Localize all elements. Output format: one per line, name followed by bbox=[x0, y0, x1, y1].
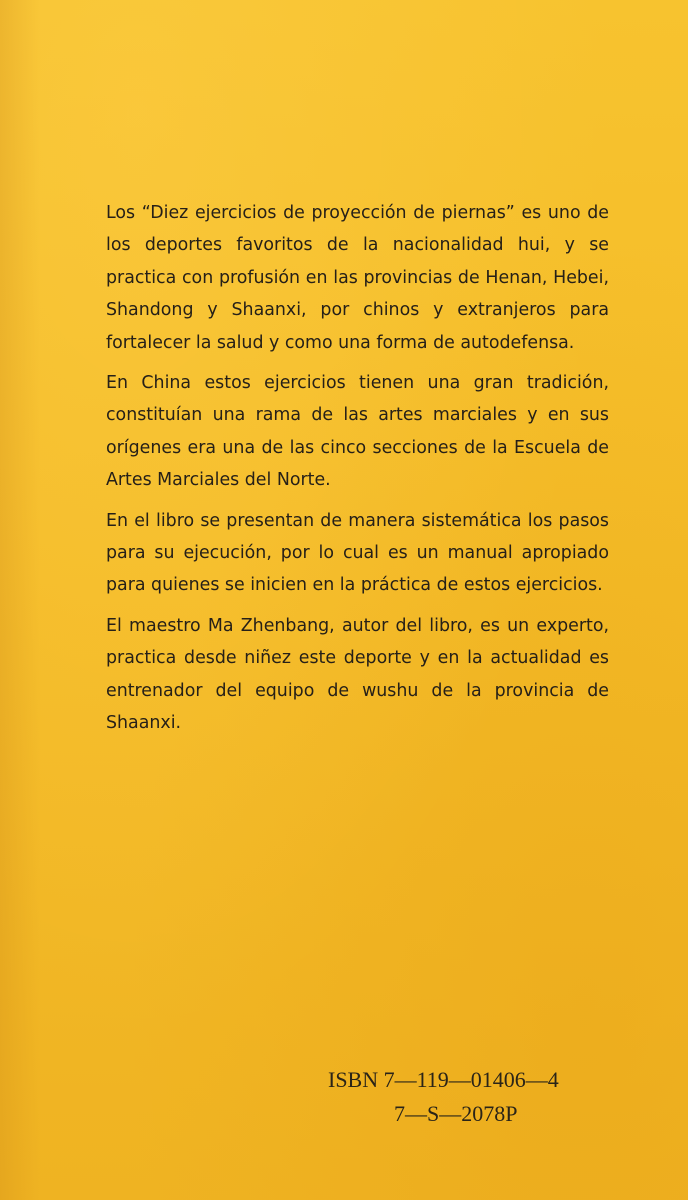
spine-shadow bbox=[0, 0, 40, 1200]
catalog-number: 7—S—2078P bbox=[394, 1101, 518, 1126]
blurb-paragraph-4: El maestro Ma Zhenbang, autor del libro, es un experto, practica desde niñez este deporte y en la actualidad es entrenador del equipo de wushu de la provincia de Shaanxi. bbox=[106, 615, 609, 734]
blurb-text bbox=[106, 197, 609, 748]
isbn-number: ISBN 7—119—01406—4 bbox=[328, 1067, 559, 1092]
blurb-paragraph-1: Los “Diez ejercicios de proyección de piernas” es uno de los deportes favoritos de la nacionalidad hui, y se practica con profusión en las provincias de Henan, Hebei, Shandong y Shaanxi, por chinos y extranjeros para fortalecer la salud y como una forma de autodefensa. bbox=[106, 203, 609, 353]
blurb-paragraph-2: En China estos ejercicios tienen una gran tradición, constituían una rama de las artes marciales y en sus orígenes era una de las cinco secciones de la Escuela de Artes Marciales del Norte. bbox=[106, 373, 609, 491]
blurb-paragraph-3: En el libro se presentan de manera sistemática los pasos para su ejecución, por lo cual es un manual apropiado para quienes se inicien en la práctica de estos ejercicios. bbox=[106, 510, 609, 596]
isbn-block bbox=[328, 1063, 588, 1131]
